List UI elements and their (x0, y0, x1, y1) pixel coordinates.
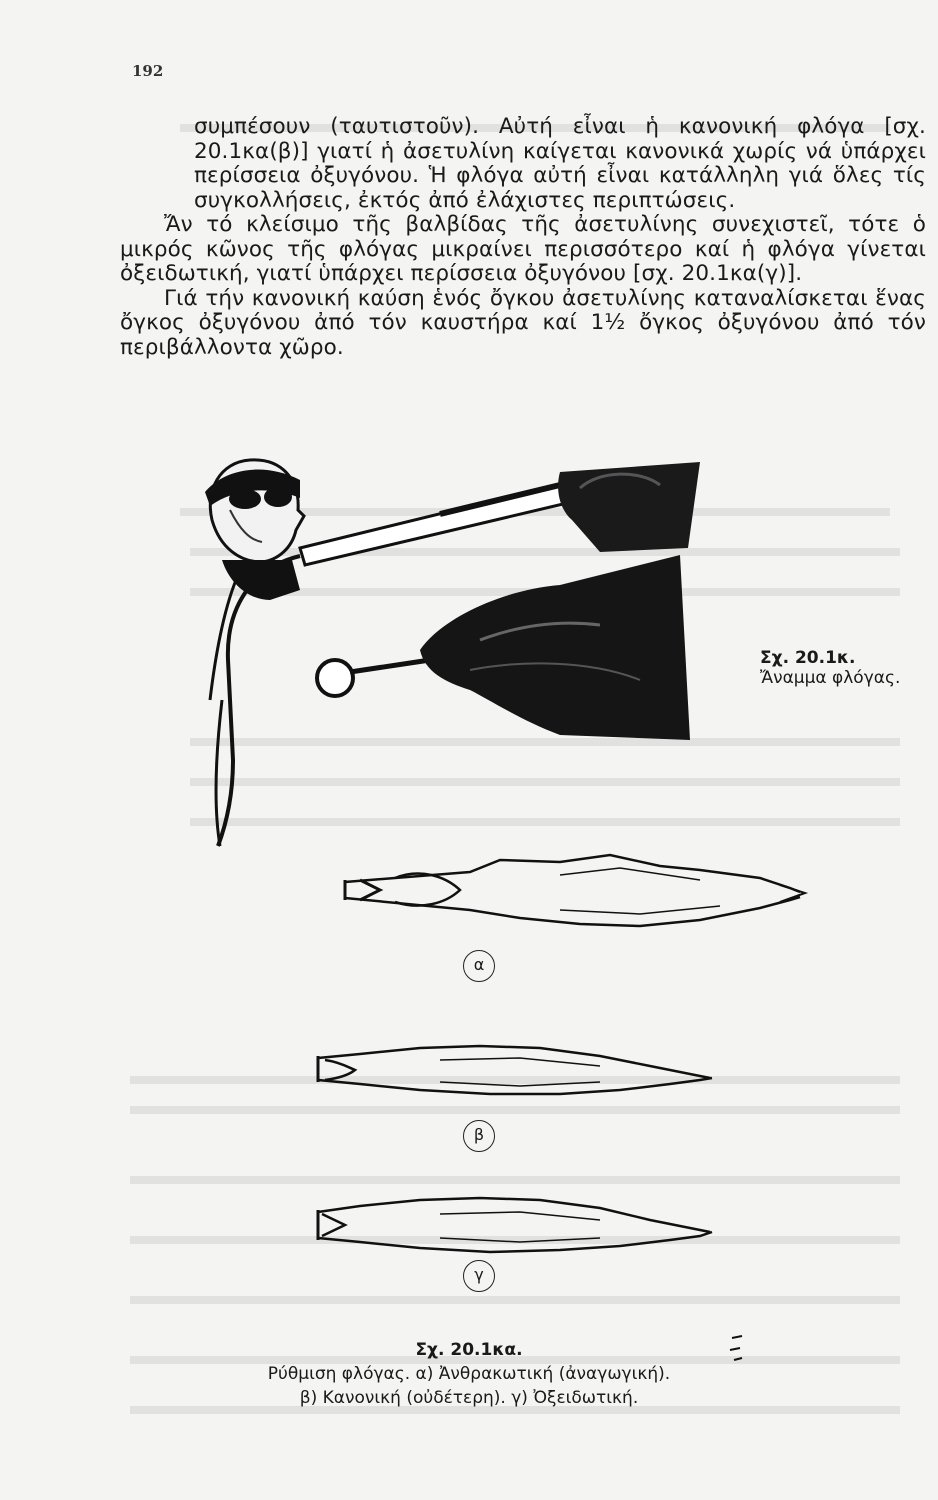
flame-gamma-drawing (318, 1198, 712, 1252)
flame-beta-label: β (463, 1120, 495, 1152)
figure-ka-line1: Ρύθμιση φλόγας. α) Ἀνθρακωτική (ἀναγωγική). (267, 1364, 671, 1384)
figure-ka-line2: β) Κανονική (οὐδέτερη). γ) Ὀξειδωτική. (299, 1388, 639, 1408)
flame-gamma-label: γ (463, 1260, 495, 1292)
page-number: 192 (132, 62, 164, 80)
paragraph-2: Ἄν τό κλείσιμο τῆς βαλβίδας τῆς ἀσετυλίνης συνεχιστεῖ, τότε ὁ μικρός κῶνος τῆς φλόγας μικραίνει περισσότερο καί ἡ φλόγα γίνεται ὀξειδωτική, γιατί ὑπάρχει περίσσεια ὀξυγόνου [σχ. 20.1κα(γ)]. (120, 212, 926, 286)
flame-alpha-label: α (463, 950, 495, 982)
figure-k-number: Σχ. 20.1κ. (760, 648, 856, 668)
paragraph-3: Γιά τήν κανονική καύση ἑνός ὄγκου ἀσετυλίνης καταναλίσκεται ἕνας ὄγκος ὀξυγόνου ἀπό τόν καυστήρα καί 1½ ὄγκος ὀξυγόνου ἀπό τόν περιβάλλοντα χῶρο. (120, 285, 926, 360)
flame-alpha-drawing (345, 855, 805, 926)
paragraph-1: συμπέσουν (ταυτιστοῦν). Αὐτή εἶναι ἡ κανονική φλόγα [σχ. 20.1κα(β)] γιατί ἡ ἀσετυλίνη καίγεται κανονικά χωρίς νά ὑπάρχει περίσσεια ὀξυγόνου. Ἡ φλόγα αὐτή εἶναι κατάλληλη γιά ὅλες τίς συγκολλήσεις, ἐκτός ἀπό ἐλάχιστες περιπτώσεις. (194, 114, 926, 213)
figure-ka-number: Σχ. 20.1κα. (415, 1340, 523, 1360)
figure-ka-caption (0, 1338, 938, 1410)
figure-k-description: Ἄναμμα φλόγας. (760, 668, 901, 688)
flame-beta-drawing (318, 1046, 712, 1094)
